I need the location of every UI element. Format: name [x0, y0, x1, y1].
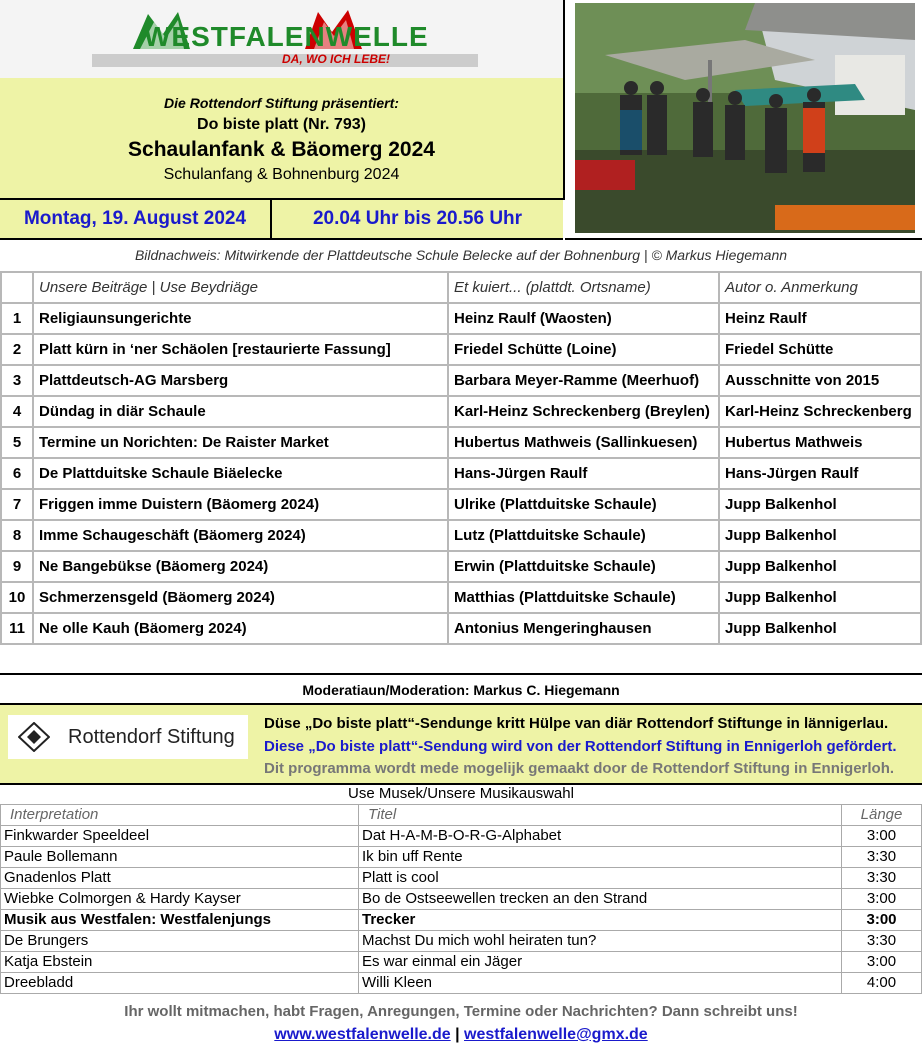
- table-row: [1, 365, 921, 396]
- row-author: Heinz Raulf: [719, 303, 921, 334]
- date-box: [0, 200, 563, 240]
- row-speaker: Erwin (Plattduitske Schaule): [448, 551, 719, 582]
- music-artist: Wiebke Colmorgen & Hardy Kayser: [1, 889, 359, 910]
- music-song: Ik bin uff Rente: [359, 847, 842, 868]
- row-title: Religiaunsungerichte: [33, 303, 448, 334]
- music-row: [1, 826, 922, 847]
- row-author: Jupp Balkenhol: [719, 582, 921, 613]
- music-row: [1, 973, 922, 994]
- program-header-title: Unsere Beiträge | Use Beydriäge: [33, 272, 448, 303]
- sponsor-line-platt: Düse „Do biste platt“-Sendunge kritt Hülpe van diär Rottendorf Stiftunge in lännigerlau.: [264, 715, 889, 732]
- music-song: Platt is cool: [359, 868, 842, 889]
- row-number: 8: [1, 520, 33, 551]
- presenter-line: Die Rottendorf Stiftung präsentiert:: [164, 95, 399, 111]
- program-header-num: [1, 272, 33, 303]
- table-row: [1, 551, 921, 582]
- logo-wordmark: [130, 10, 490, 54]
- music-length: 3:00: [842, 910, 922, 931]
- music-row-featured: [1, 910, 922, 931]
- music-artist: Musik aus Westfalen: Westfalenjungs: [1, 910, 359, 931]
- program-header-author: Autor o. Anmerkung: [719, 272, 921, 303]
- row-title: Termine un Norichten: De Raister Market: [33, 427, 448, 458]
- row-speaker: Lutz (Plattduitske Schaule): [448, 520, 719, 551]
- row-speaker: Hans-Jürgen Raulf: [448, 458, 719, 489]
- row-number: 10: [1, 582, 33, 613]
- music-length: 3:00: [842, 952, 922, 973]
- music-length: 3:00: [842, 826, 922, 847]
- music-header-title: Titel: [359, 805, 842, 826]
- sponsor-line-dutch: Dit programma wordt mede mogelijk gemaakt door de Rottendorf Stiftung in Ennigerloh.: [264, 760, 895, 777]
- sponsor-line-german: Diese „Do biste platt“-Sendung wird von der Rottendorf Stiftung in Ennigerloh gefördert.: [264, 738, 897, 755]
- row-title: Friggen imme Duistern (Bäomerg 2024): [33, 489, 448, 520]
- row-title: Ne olle Kauh (Bäomerg 2024): [33, 613, 448, 644]
- row-speaker: Matthias (Plattduitske Schaule): [448, 582, 719, 613]
- music-artist: Katja Ebstein: [1, 952, 359, 973]
- music-table: [0, 804, 922, 994]
- row-number: 3: [1, 365, 33, 396]
- music-artist: Finkwarder Speeldeel: [1, 826, 359, 847]
- music-row: [1, 952, 922, 973]
- row-title: Plattdeutsch-AG Marsberg: [33, 365, 448, 396]
- music-length: 4:00: [842, 973, 922, 994]
- photo: [565, 0, 922, 240]
- program-header-speaker: Et kuiert... (plattdt. Ortsname): [448, 272, 719, 303]
- row-title: Dündag in diär Schaule: [33, 396, 448, 427]
- music-header-artist: Interpretation: [1, 805, 359, 826]
- footer-links: [0, 1026, 922, 1044]
- row-number: 6: [1, 458, 33, 489]
- row-title: Platt kürn in ‘ner Schäolen [restaurierte Fassung]: [33, 334, 448, 365]
- music-artist: Dreebladd: [1, 973, 359, 994]
- music-row: [1, 868, 922, 889]
- series-line: Do biste platt (Nr. 793): [197, 116, 366, 133]
- row-speaker: Barbara Meyer-Ramme (Meerhuof): [448, 365, 719, 396]
- row-title: Imme Schaugeschäft (Bäomerg 2024): [33, 520, 448, 551]
- broadcast-time: 20.04 Uhr bis 20.56 Uhr: [312, 208, 523, 229]
- rottendorf-diamond-icon: [18, 722, 50, 752]
- row-title: De Plattduitske Schaule Biäelecke: [33, 458, 448, 489]
- music-length: 3:30: [842, 868, 922, 889]
- row-speaker: Antonius Mengeringhausen: [448, 613, 719, 644]
- music-title: Use Musek/Unsere Musikauswahl: [348, 785, 574, 802]
- row-author: Karl-Heinz Schreckenberg: [719, 396, 921, 427]
- logo-box: [0, 0, 565, 79]
- table-row: [1, 489, 921, 520]
- row-number: 1: [1, 303, 33, 334]
- program-header-row: [1, 272, 921, 303]
- sponsor-box: [0, 703, 922, 785]
- episode-title: Schaulanfank & Bäomerg 2024: [128, 138, 435, 161]
- music-song: Dat H-A-M-B-O-R-G-Alphabet: [359, 826, 842, 847]
- sponsor-logo: [8, 715, 248, 759]
- table-row: [1, 613, 921, 644]
- music-header-length: Länge: [842, 805, 922, 826]
- row-number: 7: [1, 489, 33, 520]
- table-row: [1, 334, 921, 365]
- music-song: Machst Du mich wohl heiraten tun?: [359, 931, 842, 952]
- sponsor-logo-name: Rottendorf Stiftung: [68, 726, 235, 748]
- logo-slogan: DA, WO ICH LEBE!: [282, 52, 390, 66]
- program-table: [0, 271, 922, 645]
- table-row: [1, 458, 921, 489]
- photo-credit: Bildnachweis: Mitwirkende der Plattdeutsche Schule Belecke auf der Bohnenburg | © Markus Hiegemann: [134, 247, 788, 263]
- music-row: [1, 847, 922, 868]
- music-row: [1, 889, 922, 910]
- table-row: [1, 303, 921, 334]
- row-author: Ausschnitte von 2015: [719, 365, 921, 396]
- row-author: Jupp Balkenhol: [719, 520, 921, 551]
- table-row: [1, 396, 921, 427]
- footer-separator: |: [450, 1026, 465, 1043]
- music-length: 3:00: [842, 889, 922, 910]
- email-link[interactable]: westfalenwelle@gmx.de: [464, 1026, 648, 1043]
- row-number: 5: [1, 427, 33, 458]
- music-song: Willi Kleen: [359, 973, 842, 994]
- music-song: Bo de Ostseewellen trecken an den Strand: [359, 889, 842, 910]
- title-box: [0, 78, 565, 200]
- music-length: 3:30: [842, 931, 922, 952]
- music-artist: Paule Bollemann: [1, 847, 359, 868]
- row-author: Jupp Balkenhol: [719, 613, 921, 644]
- row-number: 4: [1, 396, 33, 427]
- photo-illustration: [565, 0, 922, 236]
- footer-cta: Ihr wollt mitmachen, habt Fragen, Anregungen, Termine oder Nachrichten? Dann schreibt uns!: [124, 1003, 798, 1020]
- music-artist: De Brungers: [1, 931, 359, 952]
- broadcast-date: Montag, 19. August 2024: [0, 200, 272, 238]
- row-author: Friedel Schütte: [719, 334, 921, 365]
- music-artist: Gnadenlos Platt: [1, 868, 359, 889]
- website-link[interactable]: www.westfalenwelle.de: [274, 1026, 451, 1043]
- logo-wordmark-text: WESTFALENWELLE: [144, 21, 429, 52]
- table-row: [1, 520, 921, 551]
- table-row: [1, 427, 921, 458]
- music-song: Es war einmal ein Jäger: [359, 952, 842, 973]
- row-author: Hans-Jürgen Raulf: [719, 458, 921, 489]
- row-speaker: Karl-Heinz Schreckenberg (Breylen): [448, 396, 719, 427]
- music-song: Trecker: [359, 910, 842, 931]
- episode-subtitle: Schulanfang & Bohnenburg 2024: [163, 166, 400, 183]
- row-number: 11: [1, 613, 33, 644]
- table-row: [1, 582, 921, 613]
- row-number: 2: [1, 334, 33, 365]
- row-speaker: Heinz Raulf (Waosten): [448, 303, 719, 334]
- row-number: 9: [1, 551, 33, 582]
- music-row: [1, 931, 922, 952]
- row-author: Hubertus Mathweis: [719, 427, 921, 458]
- music-header-row: [1, 805, 922, 826]
- row-author: Jupp Balkenhol: [719, 551, 921, 582]
- row-speaker: Friedel Schütte (Loine): [448, 334, 719, 365]
- row-author: Jupp Balkenhol: [719, 489, 921, 520]
- row-speaker: Ulrike (Plattduitske Schaule): [448, 489, 719, 520]
- row-speaker: Hubertus Mathweis (Sallinkuesen): [448, 427, 719, 458]
- music-length: 3:30: [842, 847, 922, 868]
- row-title: Schmerzensgeld (Bäomerg 2024): [33, 582, 448, 613]
- row-title: Ne Bangebükse (Bäomerg 2024): [33, 551, 448, 582]
- moderation-line: Moderatiaun/Moderation: Markus C. Hiegemann: [0, 673, 922, 705]
